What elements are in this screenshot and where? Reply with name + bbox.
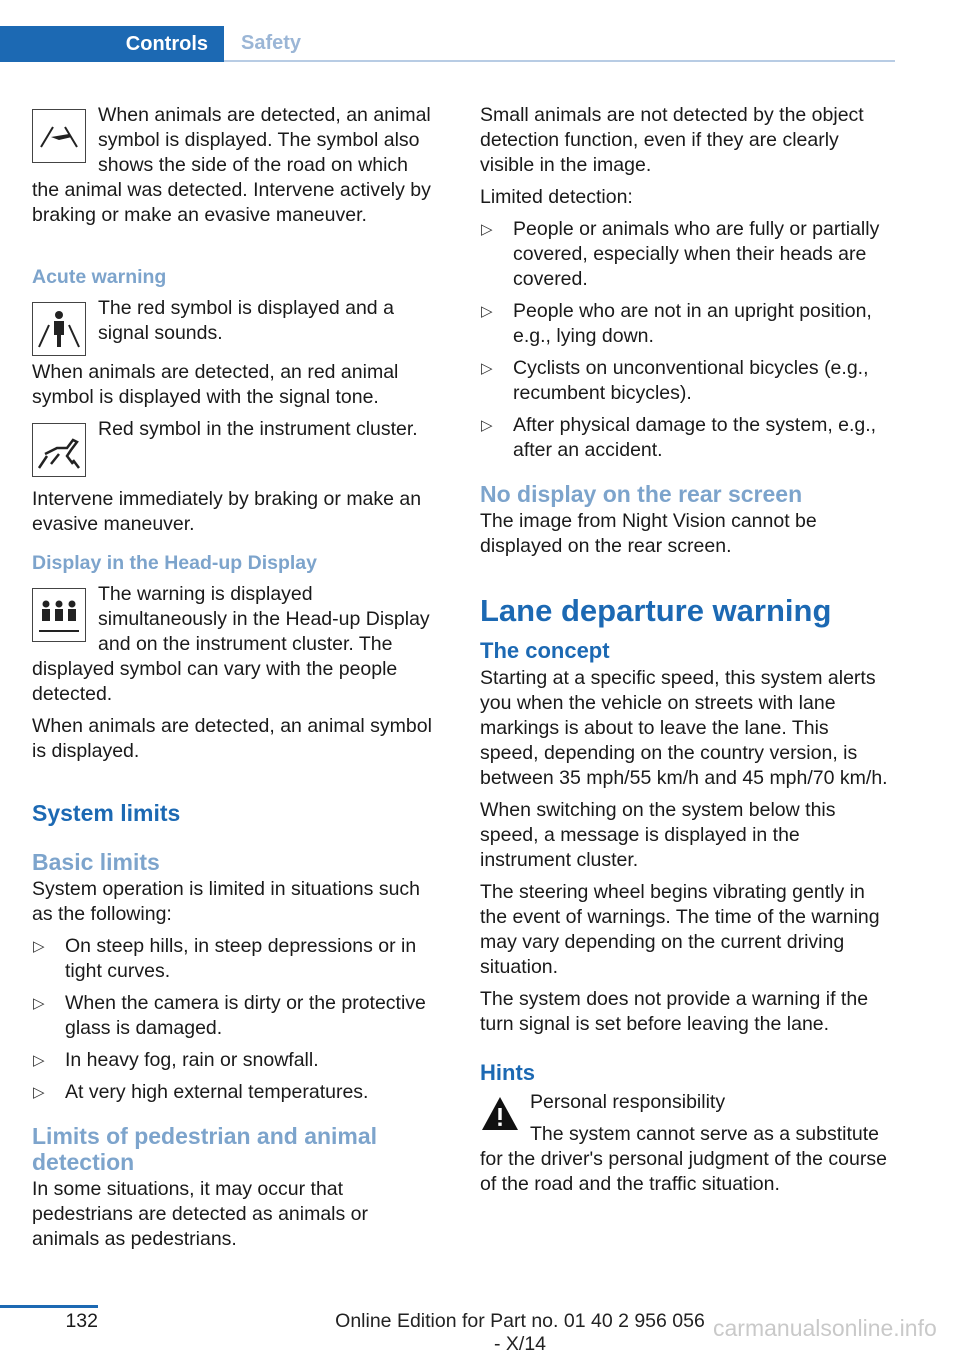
heading-acute-warning: Acute warning xyxy=(32,266,167,288)
triangle-bullet-icon: ▷ xyxy=(33,938,45,955)
list-item: ▷ After physical damage to the system, e.g., after an accident. xyxy=(481,414,877,461)
header-tabs xyxy=(0,26,895,62)
heading-the-concept: The concept xyxy=(480,638,610,663)
list-item: ▷ When the camera is dirty or the protective glass is damaged. xyxy=(33,992,426,1039)
page-number: 132 xyxy=(65,1310,98,1332)
heading-hints: Hints xyxy=(480,1060,535,1085)
pedestrian-warning-icon xyxy=(32,302,86,356)
list-item: ▷ In heavy fog, rain or snowfall. xyxy=(33,1049,319,1071)
turn-signal-text: The system does not provide a warning if the turn signal is set before leaving the lane. xyxy=(480,988,869,1035)
heading-head-up-display: Display in the Head-up Display xyxy=(32,552,317,574)
concept-text: Starting at a specific speed, this system alerts you when the vehicle on streets with lane markings is about to leave the lane. This speed, depending on the country version, is between 35 mph/55 km/h and 45 mph/70 km/h. xyxy=(480,667,888,789)
red-animal-symbol-text: When animals are detected, an red animal symbol is displayed with the signal tone. xyxy=(32,361,399,408)
list-item: ▷ Cyclists on unconventional bicycles (e.g., recumbent bicycles). xyxy=(481,357,869,404)
triangle-bullet-icon: ▷ xyxy=(33,1052,45,1069)
tab-safety[interactable]: Safety xyxy=(241,31,302,54)
triangle-bullet-icon: ▷ xyxy=(33,995,45,1012)
heading-basic-limits: Basic limits xyxy=(32,849,160,875)
tab-controls[interactable]: Controls xyxy=(0,26,224,62)
list-item: ▷ People who are not in an upright position, e.g., lying down. xyxy=(481,300,872,347)
list-item: ▷ On steep hills, in steep depressions or in tight curves. xyxy=(33,935,417,982)
animal-symbol-displayed-text: When animals are detected, an animal symbol is displayed. xyxy=(32,715,432,762)
acute-warning-text: The red symbol is displayed and a signal sounds. xyxy=(98,297,394,344)
intervene-text: Intervene immediately by braking or make an evasive maneuver. xyxy=(32,488,422,535)
pedestrian-limits-text: In some situations, it may occur that pedestrians are detected as animals or animals as pedestrians. xyxy=(32,1178,369,1250)
heading-lane-departure-warning: Lane departure warning xyxy=(480,593,832,628)
watermark: carmanualsonline.info xyxy=(713,1315,937,1341)
steering-wheel-text: The steering wheel begins vibrating gently in the event of warnings. The time of the warning may vary depending on the current driving situation. xyxy=(480,881,880,978)
red-animal-icon xyxy=(32,423,86,477)
small-animals-text: Small animals are not detected by the object detection function, even if they are clearly visible in the image. xyxy=(480,104,864,176)
warning-triangle-icon xyxy=(480,1094,520,1134)
hint-title: Personal responsibility xyxy=(530,1091,726,1113)
triangle-bullet-icon: ▷ xyxy=(481,360,493,377)
edition-footer: Online Edition for Part no. 01 40 2 956 056 - X/14 xyxy=(335,1310,705,1355)
triangle-bullet-icon: ▷ xyxy=(481,221,493,238)
heading-no-rear-display: No display on the rear screen xyxy=(480,481,803,507)
hint-text: The system cannot serve as a substitute for the driver's personal judgment of the course of the road and the traffic situation. xyxy=(480,1123,887,1195)
rear-screen-text: The image from Night Vision cannot be displayed on the rear screen. xyxy=(480,510,817,557)
people-group-icon xyxy=(32,588,86,642)
triangle-bullet-icon: ▷ xyxy=(33,1084,45,1101)
switching-on-text: When switching on the system below this speed, a message is displayed in the instrument cluster. xyxy=(480,799,836,871)
basic-limits-text: System operation is limited in situations such as the following: xyxy=(32,878,421,925)
right-column xyxy=(480,103,888,1204)
page-number-rule xyxy=(0,1305,98,1308)
heading-system-limits: System limits xyxy=(32,800,181,826)
animal-detected-text: When animals are detected, an animal symbol is displayed. The symbol also shows the side of the road on which the animal was detected. Intervene actively by braking or make an evasive maneuver. xyxy=(32,104,431,226)
list-item: ▷ People or animals who are fully or partially covered, especially when their heads are covered. xyxy=(481,218,880,290)
header-divider xyxy=(224,60,895,62)
animal-road-icon xyxy=(32,109,86,163)
triangle-bullet-icon: ▷ xyxy=(481,303,493,320)
head-up-display-text: The warning is displayed simultaneously in the Head-up Display and on the instrument cluster. The displayed symbol can vary with the people detected. xyxy=(32,583,430,705)
basic-limits-list xyxy=(32,934,440,1105)
instrument-cluster-text: Red symbol in the instrument cluster. xyxy=(98,418,418,440)
heading-pedestrian-animal-limits: Limits of pedestrian and animal detection xyxy=(32,1123,378,1175)
limited-detection-list xyxy=(480,217,888,463)
left-column xyxy=(32,103,440,1259)
list-item: ▷ At very high external temperatures. xyxy=(33,1081,369,1103)
triangle-bullet-icon: ▷ xyxy=(481,417,493,434)
limited-detection-label: Limited detection: xyxy=(480,186,633,208)
